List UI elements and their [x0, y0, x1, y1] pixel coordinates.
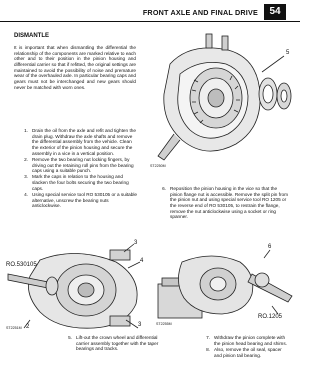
step-text: Reposition the pinion housing in the vice so that the pinion flange nut is accessible. Remove the split pin from the pinion nut and using special service tool RO 1205 or the reverse end of RO 530105, to restrain the flange, remove the nut anticlockwise using a socket or ring spanner. — [170, 186, 289, 220]
callout-number: 6 — [268, 244, 272, 250]
bearing-nut-illustration — [6, 240, 148, 332]
intro-paragraph: It is important that when dismantling the differential the relationship of the components are marked relative to each other and to their position in the pinion housing and differential carrier so that if refitted, the original settings are maintained to avoid the possibility of noise and premature wear of the overhauled axle. In particular bearing caps and gears must not be interchanged and new gears should never be matched with worn ones. — [14, 45, 136, 90]
step-number: 3. — [24, 174, 28, 180]
step-5 — [62, 335, 172, 352]
page-header — [0, 0, 300, 22]
section-number-badge: 54 — [264, 4, 286, 20]
step-1 — [18, 128, 138, 156]
figure-bearing-nut-removal — [6, 240, 148, 332]
step-number: 1. — [24, 128, 28, 133]
step-text: Mark the caps in relation to the housing and slacken the four bolts securing the two bearing caps. — [32, 174, 129, 191]
differential-illustration — [150, 24, 296, 176]
step-6 — [156, 186, 290, 220]
section-title: DISMANTLE — [14, 33, 49, 39]
steps-list-5 — [62, 335, 172, 353]
step-number: 7. — [206, 335, 210, 340]
header-title: FRONT AXLE AND FINAL DRIVE — [142, 8, 258, 17]
step-text: Remove the two bearing nut locking fingers, by driving out the retaining roll pins from the bearing caps using a suitable punch. — [32, 156, 134, 174]
step-text: Withdraw the pinion complete with the pinion head bearing and shims. — [214, 335, 287, 346]
step-3 — [18, 174, 138, 191]
step-number: 2. — [24, 156, 28, 162]
callout-number: 4 — [140, 258, 144, 264]
figure-pinion-nut-removal — [152, 244, 296, 330]
callout-number: 3 — [134, 240, 138, 246]
step-2 — [18, 157, 138, 174]
steps-list-1-4 — [18, 128, 138, 210]
callout-number: 5 — [286, 50, 290, 56]
header-rule — [0, 21, 300, 22]
step-number: 5. — [68, 335, 72, 340]
step-text: Drain the oil from the axle and refit and tighten the drain plug. Withdraw the axle shafts and remove the differential assembly from the vehicle. Clean the exterior of the pinion housing and secure the assembly in a vice in a vertical position. — [32, 128, 136, 156]
step-text: Lift-out the crown wheel and differential carrier assembly together with the taper bearings and tracks. — [76, 335, 159, 352]
step-number: 4. — [24, 192, 28, 197]
steps-list-6 — [156, 186, 290, 221]
step-4 — [18, 192, 138, 209]
steps-list-7-8 — [200, 335, 290, 359]
figure-code: ST2250M — [150, 164, 166, 168]
step-number: 8. — [206, 346, 210, 352]
step-8 — [200, 347, 290, 358]
figure-differential-assembly — [150, 24, 296, 176]
callout-number: 3 — [138, 322, 142, 328]
callout-number: 2 — [26, 324, 30, 330]
step-number: 6. — [162, 186, 166, 191]
step-text: Also, remove the oil seal, spacer and pinion tail bearing. — [214, 346, 282, 358]
tool-label: RO.530105 — [6, 262, 37, 268]
step-text: Using special service tool RO 530105 or a suitable alternative, unscrew the bearing nuts anticlockwise. — [32, 192, 138, 209]
tool-label: RO.1205 — [258, 314, 283, 320]
figure-code: ST2251M — [6, 326, 22, 330]
figure-code: ST2255M — [156, 322, 172, 326]
step-7 — [200, 335, 290, 346]
